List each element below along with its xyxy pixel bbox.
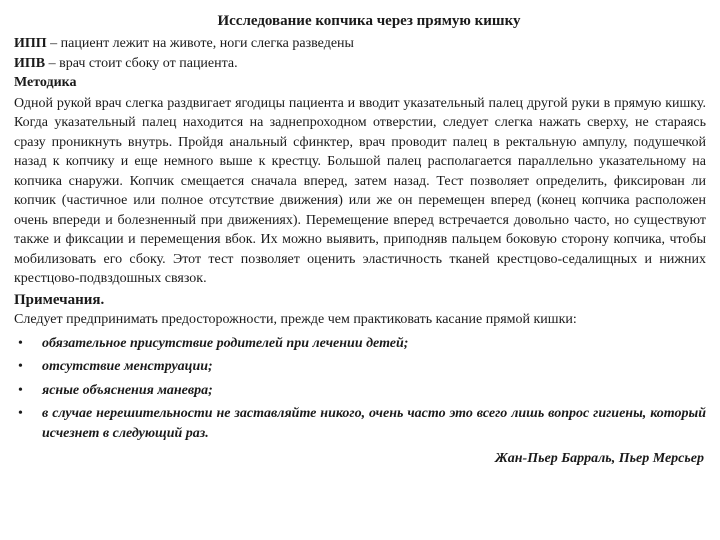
notes-intro: Следует предпринимать предосторожности, прежде чем практиковать касание прямой кишки: <box>14 312 577 327</box>
bullet-icon: • <box>18 406 23 421</box>
list-item <box>14 404 706 443</box>
ipp-label: ИПП <box>14 36 47 51</box>
bullet-icon: • <box>18 335 23 351</box>
ipp-line <box>14 34 706 54</box>
notes-heading: Примечания. <box>14 291 105 308</box>
ipv-line <box>14 54 706 74</box>
list-item <box>14 381 706 401</box>
note-text: обязательное присутствие родителей при лечении детей; <box>42 335 409 351</box>
document-page <box>14 10 706 469</box>
bullet-icon: • <box>18 359 23 374</box>
bullet-icon: • <box>18 382 23 398</box>
note-text: отсутствие менструации; <box>42 359 213 374</box>
ipv-text: – врач стоит сбоку от пациента. <box>45 55 238 71</box>
signature: Жан-Пьер Барраль, Пьер Мерсьер <box>494 451 704 466</box>
note-text: в случае нерешительности не заставляйте никого, очень часто это всего лишь вопрос гигиены, который исчезнет в следующий раз. <box>42 406 706 441</box>
ipv-label: ИПВ <box>14 55 46 71</box>
method-heading: Методика <box>14 75 77 90</box>
method-paragraph: Одной рукой врач слегка раздвигает ягодицы пациента и вводит указательный палец другой руки в прямую кишку. Когда указательный палец находится на заднепроходном отверстии, следует слегка нажать сверху, не стараясь сразу проникнуть внутрь. Пройдя анальный сфинктер, врач проводит палец в ректальную ампулу, подушечкой назад к копчику и еще немного выше к крестцу. Большой палец располагается параллельно указательному на копчика снаружи. Копчик смещается сначала вперед, затем назад. Тест позволяет определить, фиксирован ли копчик (частичное или полное отсутствие движения) или же он перемещен вперед (конец копчика расположен очень впереди и болезненный при движениях). Перемещение вперед встречается довольно часто, но существуют также и фиксации и перемещения вбок. Их можно выявить, приподняв пальцем боковую сторону копчика, чтобы мобилизовать его сбоку. Этот тест позволяет оценить эластичность тканей крестцово-седалищных и нижних крестцово-подвздошных связок. <box>14 95 706 286</box>
note-text: ясные объяснения маневра; <box>42 382 213 398</box>
list-item <box>14 334 706 354</box>
page-title: Исследование копчика через прямую кишку <box>217 13 521 29</box>
list-item <box>14 357 706 377</box>
ipp-text: – пациент лежит на животе, ноги слегка разведены <box>46 36 354 51</box>
notes-list <box>14 334 706 444</box>
